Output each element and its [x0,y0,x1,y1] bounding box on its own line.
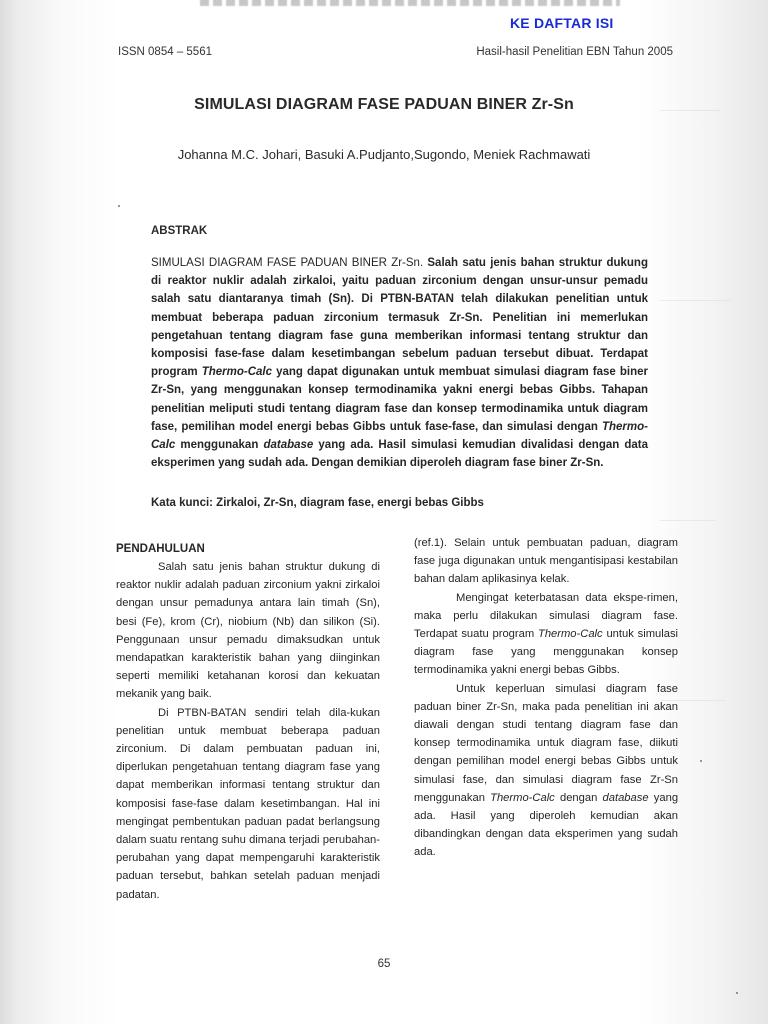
left-column [116,534,380,904]
section-heading-pendahuluan: PENDAHULUAN [116,543,205,555]
bleed-through-header [200,0,620,6]
toc-link[interactable]: KE DAFTAR ISI [510,15,614,31]
abstract-software-2: Thermo-Calc [151,420,648,452]
right-paragraph-3 [414,680,678,862]
scan-speck [700,760,702,762]
right-paragraph-3-text-c: yang ada. Hasil yang diperoleh kemudian akan dibandingkan dengan data eksperimen yang sudah ada. [414,791,679,859]
abstract-body [151,254,648,472]
journal-name: Hasil-hasil Penelitian EBN Tahun 2005 [476,46,673,58]
author-list: Johanna M.C. Johari, Basuki A.Pudjanto,Sugondo, Meniek Rachmawati [177,147,591,162]
intro-paragraph-2: Di PTBN-BATAN sendiri telah dila-kukan penelitian untuk membuat beberapa paduan zirconium. Di dalam pembuatan paduan ini, diperlukan pengetahuan tentang diagram fase yang dapat memberikan informasi tentang struktur dan komposisi fase-fase dalam kesetimbangan. Hal ini mengingat pembentukan paduan padat berlangsung dalam suatu rentang suhu dimana terjadi perubahan-perubahan yang dapat mempengaruhi karakteristik paduan tersebut, bahkan setelah paduan menjadi padatan. [116,706,380,901]
bleed-through-line [660,110,720,111]
issn-number: ISSN 0854 – 5561 [118,46,212,58]
abstract-heading: ABSTRAK [151,225,208,237]
right-paragraph-2 [414,589,678,680]
right-paragraph-3-text-b: dengan [559,791,598,804]
keywords: Kata kunci: Zirkaloi, Zr-Sn, diagram fase, energi bebas Gibbs [151,497,484,509]
abstract-text-2: yang dapat digunakan untuk membuat simulasi diagram fase biner Zr-Sn, yang menggunakan konsep termodinamika yakni energi bebas Gibbs. Tahapan penelitian meliputi studi tentang diagram fase dan konsep termodinamika untuk diagram fase, pemilihan model energi bebas Gibbs untuk fase-fase, dan simulasi dengan [151,366,648,433]
abstract-software-1: Thermo-Calc [201,366,273,379]
intro-paragraph-1: Salah satu jenis bahan struktur dukung di reaktor nuklir adalah paduan zirconium yakni zirkaloi dengan unsur pemadunya antara lain timah (Sn), besi (Fe), krom (Cr), niobium (Nb) dan silikon (Si). Penggunaan unsur pemadu dimaksudkan untuk mendapatkan karakteristik bahan yang diinginkan seperti memiliki ketahanan korosi dan kekuatan mekanik yang baik. [116,561,380,701]
bleed-through-line [660,520,715,521]
bleed-through-line [660,700,725,701]
page-number: 65 [377,958,391,970]
bleed-through-line [660,300,730,301]
abstract-text-3: menggunakan [180,439,259,452]
scan-speck [118,205,120,207]
right-paragraph-3-database: database [602,791,649,804]
abstract-text-1: Salah satu jenis bahan struktur dukung di reaktor nuklir adalah zirkaloi, yaitu paduan zirconium dengan unsur-unsur pemadu salah satu diantaranya timah (Sn). Di PTBN-BATAN telah dilakukan penelitian untuk membuat beberapa paduan zirconium termasuk Zr-Sn. Penelitian ini memerlukan pengetahuan tentang diagram fase guna memberikan informasi tentang struktur dan komposisi fase-fase dalam kesetimbangan sebelum paduan tersebut dibuat. Terdapat program [151,257,648,379]
scan-speck [736,992,738,994]
right-paragraph-2-text-a: Mengingat keterbatasan data ekspe-rimen, maka perlu dilakukan simulasi diagram fase. Terdapat suatu program [414,591,678,641]
abstract-text-4: yang ada. Hasil simulasi kemudian divalidasi dengan data eksperimen yang sudah ada. Dengan demikian diperoleh diagram fase biner Zr-Sn. [151,439,648,470]
abstract-lead: SIMULASI DIAGRAM FASE PADUAN BINER Zr-Sn. [151,257,424,269]
paper-title: SIMULASI DIAGRAM FASE PADUAN BINER Zr-Sn [194,96,574,113]
right-column [414,534,678,862]
abstract-database: database [263,439,314,452]
right-paragraph-2-software: Thermo-Calc [537,628,603,641]
right-paragraph-3-text-a: Untuk keperluan simulasi diagram fase paduan biner Zr-Sn, maka pada penelitian ini akan diawali dengan studi tentang diagram fase dan konsep termodinamika untuk diagram fase, diikuti dengan pemilihan model energi bebas Gibbs untuk simulasi fase, dan simulasi diagram fase Zr-Sn menggunakan [414,682,678,804]
right-paragraph-2-text-b: untuk simulasi diagram fase yang menggunakan konsep termodinamika yakni energi bebas Gibbs. [414,628,679,677]
right-paragraph-1: (ref.1). Selain untuk pembuatan paduan, diagram fase juga digunakan untuk mengantisipasi kestabilan bahan dalam aplikasinya kelak. [414,537,678,586]
right-paragraph-3-software: Thermo-Calc [490,791,555,804]
